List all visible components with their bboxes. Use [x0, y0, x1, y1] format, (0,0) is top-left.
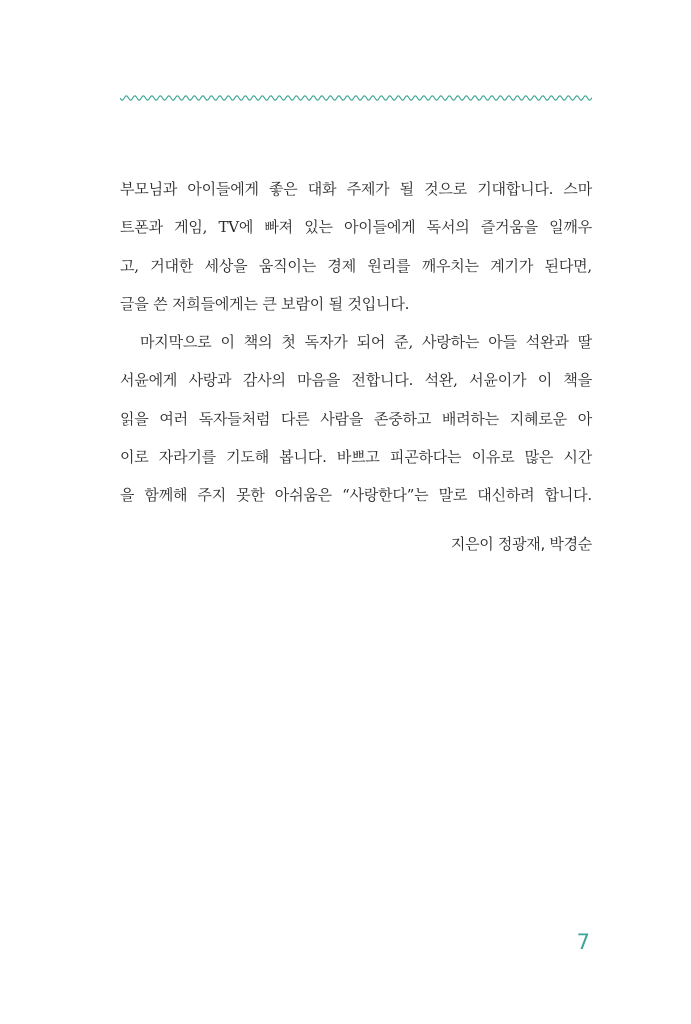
text-line: 서윤에게 사랑과 감사의 마음을 전합니다. 석완, 서윤이가 이 책을 — [120, 371, 592, 390]
body-text — [120, 170, 592, 515]
text-line: 이로 자라기를 기도해 봅니다. 바쁘고 피곤하다는 이유로 많은 시간 — [120, 448, 592, 467]
page-number: 7 — [576, 930, 590, 954]
text-line: 부모님과 아이들에게 좋은 대화 주제가 될 것으로 기대합니다. 스마 — [120, 180, 592, 198]
text-line: 글을 쓴 저희들에게는 큰 보람이 될 것입니다. — [120, 294, 410, 313]
wave-divider — [120, 92, 592, 104]
text-line: 고, 거대한 세상을 움직이는 경제 원리를 깨우치는 계기가 된다면, — [120, 256, 592, 275]
text-line: 트폰과 게임, TV에 빠져 있는 아이들에게 독서의 즐거움을 일깨우 — [120, 218, 592, 237]
text-line: 을 함께해 주지 못한 아쉬움은 “사랑한다”는 말로 대신하려 합니다. — [120, 486, 592, 505]
text-line: 읽을 여러 독자들처럼 다른 사람을 존중하고 배려하는 지혜로운 아 — [120, 409, 592, 428]
author-signature: 지은이 정광재, 박경순 — [450, 535, 592, 553]
text-line: 마지막으로 이 책의 첫 독자가 되어 준, 사랑하는 아들 석완과 딸 — [140, 333, 592, 352]
